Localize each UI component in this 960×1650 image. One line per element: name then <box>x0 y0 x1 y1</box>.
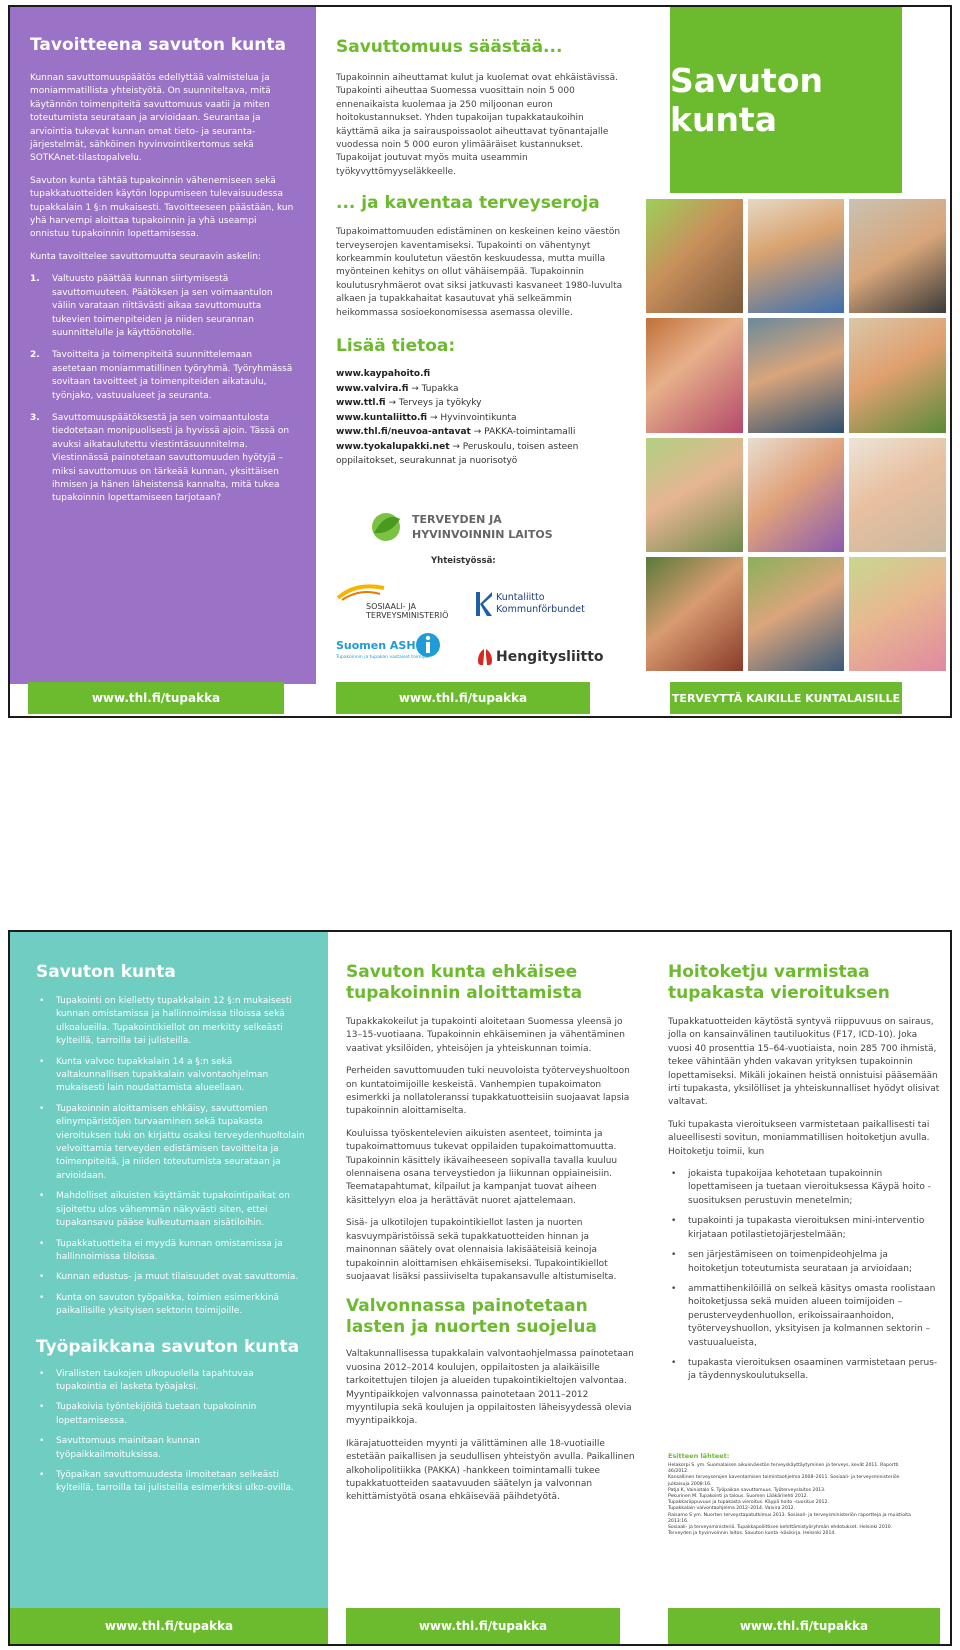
list-item: • Kunta on savuton työpaikka, toimien esimerkkinä paikallisille yksityisen sektorin toimijoille. <box>39 1292 280 1317</box>
goal-paragraph-2: Savuton kunta tähtää tupakoinnin vähenemiseen sekä tupakkatuotteiden käytön loppumiseen tulevaisuudessa tupakkalain 1 §:n mukaisesti. Tavoitteeseen päästään, kun yhä harvempi aloittaa tupakoinnin ja yhä useampi onnistuu tupakoinnin lopettamisessa. <box>30 175 294 240</box>
health-gaps-heading: ... ja kaventaa terveyseroja <box>336 193 600 214</box>
family-photo <box>849 557 946 671</box>
source-item: Patja K, Vainiotalo S. Työpaikan savuttomuus. Työterveyslaitos 2013. <box>668 1487 826 1493</box>
list-item: • ammattihenkilöillä on selkeä käsitys omasta roolistaan hoitoketjussa sekä muiden alueen toimijoiden – perusterveydenhuollon, erikoissairaanhoidon, työterveyshuollon, yksityisen ja kolmannen sektorin – vastuualueista, <box>671 1283 936 1348</box>
care-chain-title: Hoitoketju varmistaa tupakasta vieroituksen <box>668 962 890 1003</box>
prevention-paragraph-1: Tupakkakokeilut ja tupakointi aloitetaan Suomessa yleensä jo 13–15-vuotiaana. Tupakoinnin ehkäiseminen ja vähentäminen vaativat yksilöiden, yhteisöjen ja yhteiskunnan toimia. <box>346 1017 625 1054</box>
health-gaps-paragraph: Tupakoimattomuuden edistäminen on keskeinen keino väestön terveyserojen kaventamiseksi. Tupakointi on vähentynyt korkeammin koulutetun väestön keskuudessa, mutta muilla myönteinen kehitys on ollut vähäisempää. Tupakoinnin koulutusryhmäerot ovat siksi jatkuvasti kasvaneet 1980-luvulta alkaen ja tupakkahaitat kasautuvat yhä selkeämmin heikommassa sosioekonomisessa asemassa oleville. <box>336 227 623 318</box>
prevention-paragraph-4: Sisä- ja ulkotilojen tupakointikiellot lasten ja nuorten kasvuympäristöissä sekä tupakkatuotteiden hinnan ja mainonnan säätely ovat olennaisia lakisääteisiä keinoja tupakoinnin aloittamisen ehkäisemiseksi. Tupakointikiellot suojaavat lisäksi passiiviselta tupakansavulle altistumiselta. <box>346 1218 617 1282</box>
supervision-title: Valvonnassa painotetaan lasten ja nuorten suojelua <box>346 1296 597 1338</box>
brochure-sheet-inner <box>8 930 952 1646</box>
source-item: Raisamo S ym. Nuorten terveystapatutkimus 2013. Sosiaali- ja terveysministeriön raportteja ja muistioita 2013:16. <box>668 1512 911 1524</box>
hengitysliitto-logo: Hengitysliitto <box>476 647 606 671</box>
list-item: • Työpaikan savuttomuudesta ilmoitetaan selkeästi kylteillä, tarroilla tai julisteilla esimerkiksi ulko-ovilla. <box>39 1469 294 1494</box>
prevention-title: Savuton kunta ehkäisee tupakoinnin aloittamista <box>346 962 583 1003</box>
footer-link[interactable]: www.thl.fi/tupakka <box>346 1608 620 1644</box>
list-item: • Tupakkatuotteita ei myydä kunnan omistamissa ja hallinnoimissa tiloissa. <box>39 1238 283 1262</box>
list-item: • Kunnan edustus- ja muut tilaisuudet ovat savuttomia. <box>39 1272 299 1283</box>
goal-paragraph-3: Kunta tavoittelee savuttomuutta seuraavin askelin: <box>30 251 262 262</box>
list-item[interactable]: www.kuntaliitto.fi → Hyvinvointikunta <box>336 412 517 423</box>
source-item: Tupakkalain valvontaohjelma 2012–2014. Valvira 2012. <box>668 1506 796 1512</box>
stm-swoosh-icon <box>336 582 386 602</box>
kuntaliitto-logo: Kuntaliitto Kommunförbundet <box>474 590 599 622</box>
footer-link[interactable]: www.thl.fi/tupakka <box>28 682 284 714</box>
savings-heading: Savuttomuus säästää... <box>336 37 563 57</box>
source-item: Terveyden ja hyvinvoinnin laitos. Savuton kunta -käsikirja. Helsinki 2014. <box>668 1531 836 1537</box>
photo-grid <box>646 199 946 671</box>
list-item: 3. Savuttomuuspäätöksestä ja sen voimaantulosta tiedotetaan monipuolisesti ja hyvissä ajoin. Tässä on avuksi aikataulutettu viestintäsuunnitelma. Viestinnässä painotetaan savuttomuuden hyötyjä – miksi savuttomuus on tärkeää kunnan, yksittäisen ihmisen ja hänen läheistensä kannalta, mitä tukea tupakoinnin lopettamiseen tarjotaan? <box>30 412 290 504</box>
family-photo <box>748 557 845 671</box>
smokefree-title: Savuton kunta <box>36 962 176 982</box>
family-photo <box>646 557 743 671</box>
care-chain-bullets <box>668 1168 940 1384</box>
family-photo <box>646 438 743 552</box>
source-item: Kansallinen terveyserojen kaventamisen toimintaohjelma 2008–2011. Sosiaali- ja terveysministeriön julkaisuja 2008:16. <box>668 1475 900 1487</box>
list-item: • Kunta valvoo tupakkalain 14 a §:n sekä valtakunnallisen tupakkalain valvontaohjelman mukaisesti lain noudattamista alueellaan. <box>39 1056 269 1094</box>
steps-list <box>30 273 294 506</box>
list-item: • Virallisten taukojen ulkopuolella tapahtuvaa tupakointia ei lasketa työajaksi. <box>39 1368 254 1392</box>
more-info-heading: Lisää tietoa: <box>336 336 456 357</box>
goal-paragraph-1: Kunnan savuttomuuspäätös edellyttää valmistelua ja moniammatillista yhteistyötä. On suunniteltava, mitä käytännön toimenpiteitä savuttomuus vaatii ja miten toteutumista seurataan ja arvioidaan. Seurantaa ja arviointia tukevat kunnan omat tieto- ja seuranta-järjestelmät, sähköinen hyvinvointikertomus sekä SOTKAnet-tilastopalvelu. <box>30 73 271 164</box>
source-item: Sosiaali- ja terveysministeriö. Tupakkapoliittisen kehittämistyöryhmän ehdotukset. Helsinki 2010. <box>668 1525 893 1531</box>
thl-logo: TERVEYDEN JA HYVINVOINNIN LAITOS <box>366 507 596 547</box>
sources-title: Esitteen lähteet: <box>668 1452 730 1460</box>
care-chain-panel <box>668 932 940 1537</box>
footer-link[interactable]: www.thl.fi/tupakka <box>10 1608 328 1644</box>
sources-block <box>668 1452 918 1537</box>
smokefree-panel <box>10 932 328 1608</box>
list-item[interactable]: www.thl.fi/neuvoa-antavat → PAKKA-toimintamalli <box>336 427 576 438</box>
list-item: 2. Tavoitteita ja toimenpiteitä suunnittelemaan asetetaan moniammatillinen työryhmä. Työryhmässä sovitaan tavoitteet ja toimenpiteiden aikataulu, työnjako, vastuualueet ja seuranta. <box>30 350 293 401</box>
list-item: • Tupakoivia työntekijöitä tuetaan tupakoinnin lopettamisessa. <box>39 1402 257 1426</box>
goal-title: Tavoitteena savuton kunta <box>30 35 286 55</box>
stm-logo: SOSIAALI- JA TERVEYSMINISTERIÖ <box>336 582 466 622</box>
list-item: • jokaista tupakoijaa kehotetaan tupakoinnin lopettamiseen ja tuetaan vieroituksessa Käypä hoito -suosituksen perustuvin menetelmin; <box>671 1169 932 1206</box>
smokefree-bullets <box>36 995 306 1319</box>
care-chain-paragraph-2: Tuki tupakasta vieroitukseen varmistetaan paikallisesti tai alueellisesti sovitun, moniammatillisen hoitoketjun avulla. Hoitoketju toimii, kun <box>668 1119 930 1157</box>
list-item: • tupakointi ja tupakasta vieroituksen mini-interventio kirjataan potilastietojärjestelmään; <box>671 1216 925 1240</box>
savings-paragraph: Tupakoinnin aiheuttamat kulut ja kuolemat ovat ehkäistävissä. Tupakointi aiheuttaa Suomessa vuosittain noin 5 000 ennenaikaista kuolemaa ja 250 miljoonan euron hoitokustannukset. Yhden tupakoijan tupakkataukoihin käyttämä aika ja sairauspoissaolot aiheuttavat työnantajalle vuodessa noin 5 000 euron ylimääräiset kustannukset. Tupakoijat joutuvat myös muita useammin työkyvyttömyyseläkkeelle. <box>336 73 618 177</box>
workplace-bullets <box>36 1368 306 1496</box>
brochure-sheet-outer <box>8 5 952 718</box>
list-item: • sen järjestämiseen on toimenpideohjelma ja hoitoketjun toteutumista seurataan ja arvioidaan; <box>671 1250 913 1274</box>
care-chain-paragraph-1: Tupakkatuotteiden käytöstä syntyvä riippuvuus on sairaus, jolla on kansainvälinen tautiluokitus (F17, ICD-10). Joka vuosi 40 prosenttia 15–64-vuotiaista, noin 285 700 ihmistä, tekee vähintään yhden vakavan yrityksen tupakoinnin lopettamiseksi. Mikäli jokainen heistä onnistuisi pääsemään irti tupakasta, yksilölliset ja yhteiskunnalliset hyödyt olisivat valtavat. <box>668 1017 940 1108</box>
family-photo <box>748 199 845 313</box>
prevention-panel <box>346 932 638 1514</box>
supervision-paragraph-1: Valtakunnallisessa tupakkalain valvontaohjelmassa painotetaan vuosina 2012–2014 koulujen, oppilaitosten ja alaikäisille tarkoitettujen tilojen ja alueiden tupakointikieltojen valvontaa. Myyntipaikkojen valvonnassa painotetaan 2011–2012 myyntilupia sekä koulujen ja oppilaitosten läheisyydessä olevia myyntipaikkoja. <box>346 1349 634 1427</box>
cover-title: Savuton kunta <box>670 7 902 193</box>
list-item: • Tupakointi on kielletty tupakkalain 12 §:n mukaisesti kunnan omistamissa ja hallinnoimissa tiloissa sekä ulkoalueilla. Tupakointikiellot on merkitty selkeästi kylteillä, tarroilla tai julisteilla. <box>39 996 292 1047</box>
list-item: 1. Valtuusto päättää kunnan siirtymisestä savuttomuuteen. Päätöksen ja sen voimaantulon väliin varataan riittävästi aikaa savuttomuutta tukevien toimenpiteiden ja niiden seurannan suunnittelulle ja käyttöönotolle. <box>30 274 273 338</box>
family-photo <box>849 438 946 552</box>
thl-leaf-icon <box>366 507 406 543</box>
footer-link[interactable]: www.thl.fi/tupakka <box>336 682 590 714</box>
family-photo <box>748 318 845 432</box>
ash-logo: Suomen ASH Tupakoinnin ja tupakan vastaiset toimijat <box>336 637 456 673</box>
prevention-paragraph-2: Perheiden savuttomuuden tuki neuvoloista työterveyshuoltoon on kuntatoimijoille keskeistä. Vanhempien tupakoimaton esimerkki ja nollatoleranssi tupakkatuotteisiin suojaavat lapsia tupakoinnin aloittamiselta. <box>346 1066 630 1117</box>
source-item: Tupakkariippuvuus ja tupakasta vieroitus. Käypä hoito -suositus 2012. <box>668 1500 829 1506</box>
goal-panel <box>10 7 316 684</box>
list-item[interactable]: www.valvira.fi → Tupakka <box>336 383 459 394</box>
workplace-title: Työpaikkana savuton kunta <box>36 1336 300 1357</box>
family-photo <box>849 199 946 313</box>
supervision-paragraph-2: Ikärajatuotteiden myynti ja välittäminen alle 18-vuotiaille estetään paikallisen ja seudullisen yhteistyön avulla. Paikallinen alkoholipolitiikka (PAKKA) -hankkeen toimintamalli tukee tupakkatuotteiden saatavuuden säätelyn ja valvonnan kehittämistyötä osana ehkäisevää päihdetyötä. <box>346 1438 635 1503</box>
cover-tagline: TERVEYTTÄ KAIKILLE KUNTALAISILLE <box>670 682 902 714</box>
list-item[interactable]: www.kaypahoito.fi <box>336 369 431 380</box>
savings-panel <box>336 7 626 665</box>
list-item: • tupakasta vieroituksen osaaminen varmistetaan perus- ja täydennyskoulutuksella. <box>671 1357 938 1382</box>
list-item[interactable]: www.ttl.fi → Terveys ja työkyky <box>336 398 482 409</box>
cooperation-label: Yhteistyössä: <box>431 556 496 566</box>
list-item: • Savuttomuus mainitaan kunnan työpaikkailmoituksissa. <box>39 1436 200 1460</box>
family-photo <box>849 318 946 432</box>
links-list <box>336 367 626 469</box>
list-item[interactable]: www.tyokalupakki.net → Peruskoulu, toisen asteen oppilaitokset, seurakunnat ja nuorisotyö <box>336 441 579 467</box>
source-item: Helakorpi S. ym. Suomalaisen aikuisväestön terveyskäyttäytyminen ja terveys, kevät 2011. Raportti 46/2012. <box>668 1463 899 1475</box>
list-item: • Mahdolliset aikuisten käyttämät tupakointipaikat on sijoitettu ulos vähemmän näkyvästi siten, ettei tupakansavu pääse kulkeutumaan sisätiloihin. <box>39 1191 290 1229</box>
family-photo <box>748 438 845 552</box>
kuntaliitto-k-icon <box>474 590 494 618</box>
footer-link[interactable]: www.thl.fi/tupakka <box>668 1608 940 1644</box>
hengitysliitto-lungs-icon <box>476 647 494 667</box>
source-item: Pekurinen M. Tupakointi ja talous. Suomen Lääkärilehti 2012. <box>668 1494 809 1500</box>
list-item: • Tupakoinnin aloittamisen ehkäisy, savuttomien elinympäristöjen turvaaminen sekä tupakasta vieroituksen tuki on kirjattu osaksi terveydenhuoltolain velvoittamia terveyden edistämisen tavoitteita ja toimenpiteitä, ja niiden toteutumista seurataan ja arvioidaan. <box>39 1103 305 1181</box>
family-photo <box>646 318 743 432</box>
prevention-paragraph-3: Kouluissa työskentelevien aikuisten asenteet, toiminta ja tupakoimattomuus tukevat oppilaiden tupakoimattomuutta. Tupakoinnin käsittely ikävaiheeseen sopivalla tavalla kuuluu olennaisena osana terveystiedon ja liikunnan oppiaineisiin. Teematapahtumat, kilpailut ja kampanjat tuovat aiheen käsittelyyn eloa ja herättävät nuoret ajattelemaan. <box>346 1128 618 1206</box>
family-photo <box>646 199 743 313</box>
